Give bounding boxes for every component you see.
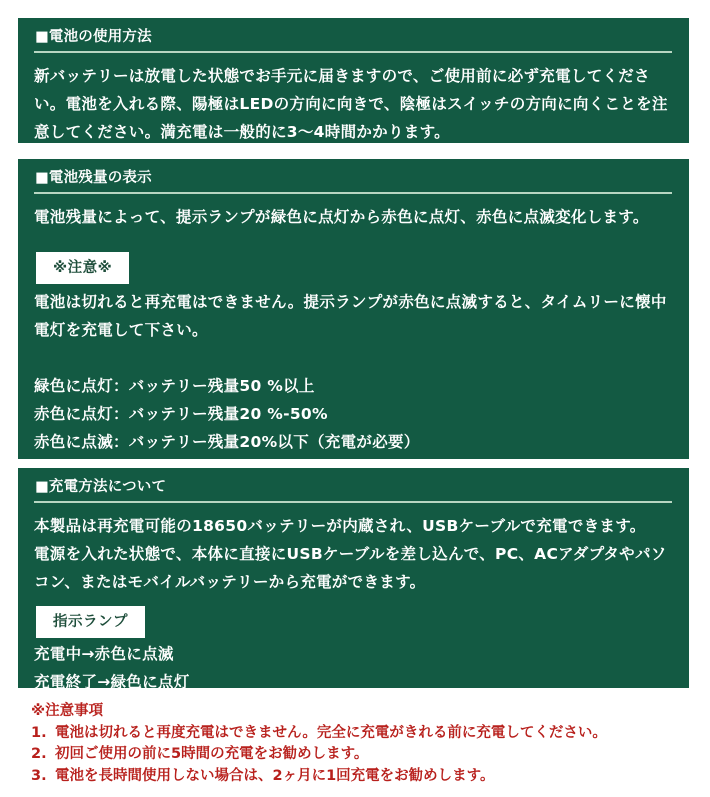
note-number: 1.	[31, 724, 47, 741]
notes-section	[31, 701, 691, 787]
indicator-charging: 充電中→赤色に点滅	[34, 645, 174, 663]
note-item	[31, 723, 691, 745]
note-item	[31, 766, 691, 788]
note-number: 2.	[31, 746, 47, 762]
level-red-on: 赤色に点灯：バッテリー残量20 %-50%	[34, 405, 328, 423]
section-battery-level	[18, 159, 689, 459]
charging-paragraph-2: 電源を入れた状態で、本体に直接にUSBケーブルを差し込んで、PC、ACアダプタやパソコン、またはモバイルバッテリーから充電ができます。	[34, 545, 667, 591]
indicator-lamp-label: 指示ランプ	[36, 606, 145, 638]
caution-text: 電池は切れると再充電はできません。提示ランプが赤色に点滅すると、タイムリーに懐中電灯を充電して下さい。	[34, 293, 667, 339]
note-text: 初回ご使用の前に5時間の充電をお勧めします。	[55, 746, 369, 762]
note-text: 電池を長時間使用しない場合は、2ヶ月に1回充電をお勧めします。	[55, 767, 495, 784]
level-red-blink: 赤色に点滅：バッテリー残量20%以下（充電が必要）	[34, 433, 420, 451]
section-battery-usage	[18, 18, 689, 143]
level-green-on: 緑色に点灯：バッテリー残量50 %以上	[34, 377, 315, 395]
indicator-charged: 充電終了→緑色に点灯	[34, 673, 190, 691]
charging-paragraph-1: 本製品は再充電可能の18650バッテリーが内蔵され、USBケーブルで充電できます。	[34, 517, 646, 535]
usage-paragraph: 新バッテリーは放電した状態でお手元に届きますので、ご使用前に必ず充電してください。電池を入れる際、陽極はLEDの方向に向きで、陰極はスイッチの方向に向くことを注意してください。満充電は一般的に3〜4時間かかります。	[34, 67, 668, 141]
level-intro: 電池残量によって、提示ランプが緑色に点灯から赤色に点灯、赤色に点滅変化します。	[34, 208, 649, 226]
caution-label: ※注意※	[36, 252, 129, 284]
section-title: ■電池の使用方法	[34, 24, 672, 53]
section-charging-method	[18, 468, 689, 691]
note-text: 電池は切れると再度充電はできません。完全に充電がきれる前に充電してください。	[55, 724, 607, 741]
notes-title: ※注意事項	[31, 703, 104, 719]
note-number: 3.	[31, 767, 47, 784]
section-title: ■充電方法について	[34, 474, 672, 503]
note-item	[31, 744, 691, 766]
section-title: ■電池残量の表示	[34, 165, 672, 194]
spacer	[34, 344, 673, 372]
